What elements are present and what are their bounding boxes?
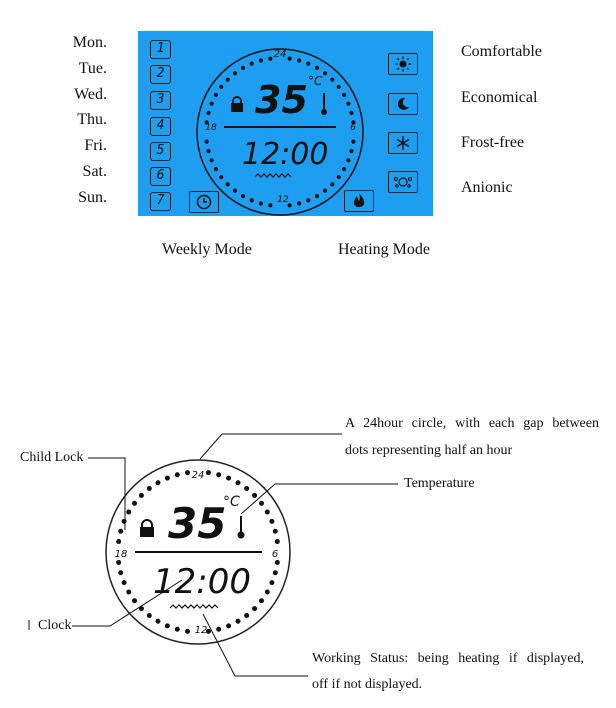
- day-label-sat: Sat.: [82, 163, 107, 180]
- day-box-5: 5: [150, 142, 171, 161]
- annotation-temperature: Temperature: [404, 476, 475, 491]
- dial-dot: [122, 580, 127, 585]
- mode-label-economical: Economical: [461, 89, 538, 106]
- large-dial-label-6: 6: [271, 549, 279, 560]
- annotation-status-line1: Working Status: being heating if displayed,: [312, 651, 584, 666]
- dial-dot: [116, 560, 121, 565]
- dial-dot: [132, 598, 137, 603]
- dial-dot: [165, 476, 170, 481]
- large-temperature-value: 35: [168, 499, 227, 548]
- large-lock-icon: [140, 520, 154, 537]
- dial-label-18: 18: [205, 123, 217, 133]
- day-label-tue: Tue.: [78, 60, 107, 77]
- dial-label-12: 12: [277, 195, 289, 205]
- weekly-mode-caption: Weekly Mode: [162, 241, 252, 258]
- day-label-wed: Wed.: [74, 86, 107, 103]
- temperature-value: 35: [255, 78, 308, 122]
- dial-dot: [269, 519, 274, 524]
- day-box-6: 6: [150, 167, 171, 186]
- dial-dot: [126, 510, 131, 515]
- dial-dot: [116, 539, 121, 544]
- day-label-fri: Fri.: [84, 137, 107, 154]
- heating-mode-caption: Heating Mode: [338, 241, 430, 258]
- dial-dot: [244, 486, 249, 491]
- dial-dot: [156, 480, 161, 485]
- dial-label-6: 6: [350, 123, 356, 133]
- annotation-child-lock: Child Lock: [20, 450, 84, 465]
- large-dial-label-24: 24: [191, 470, 205, 481]
- dial-dot: [259, 598, 264, 603]
- day-label-sun: Sun.: [78, 189, 107, 206]
- mode-label-comfortable: Comfortable: [461, 43, 542, 60]
- day-label-thu: Thu.: [77, 111, 107, 128]
- annotation-clock: Clock: [38, 618, 72, 633]
- dial-dot: [236, 619, 241, 624]
- dial-dot: [275, 539, 280, 544]
- dial-dot: [226, 623, 231, 628]
- dial-dot: [216, 627, 221, 632]
- large-thermometer-icon: [238, 516, 245, 539]
- day-box-3: 3: [150, 91, 171, 110]
- large-clock-time: 12:00: [153, 562, 251, 602]
- dial-dot: [147, 486, 152, 491]
- dial-label-24: 24: [273, 49, 287, 60]
- dial-dot: [122, 519, 127, 524]
- large-dial-label-18: 18: [114, 549, 128, 560]
- leader-child-lock: [88, 458, 125, 530]
- dial-dot: [252, 606, 257, 611]
- dial-dot: [175, 472, 180, 477]
- dial-dot: [175, 627, 180, 632]
- dial-dot: [226, 476, 231, 481]
- dial-dot: [185, 470, 190, 475]
- dial-dot: [265, 590, 270, 595]
- dial-dot: [273, 529, 278, 534]
- temperature-unit: °C: [308, 74, 323, 88]
- large-temperature-unit: °C: [223, 494, 240, 510]
- dial-dot: [265, 510, 270, 515]
- large-heating-status-icon: [170, 605, 218, 608]
- dial-dot: [165, 623, 170, 628]
- day-box-7: 7: [150, 192, 171, 211]
- day-box-4: 4: [150, 117, 171, 136]
- dial-dot: [244, 613, 249, 618]
- dial-dot: [259, 501, 264, 506]
- dial-dot: [216, 472, 221, 477]
- annotation-circle-line1: A 24hour circle, with each gap between: [345, 416, 599, 431]
- dial-dot: [118, 529, 123, 534]
- dial-dot: [118, 570, 123, 575]
- dial-dot: [275, 560, 280, 565]
- dial-dot: [147, 613, 152, 618]
- dial-dot: [252, 493, 257, 498]
- dial-dot: [126, 590, 131, 595]
- dial-dot: [269, 580, 274, 585]
- dial-dot: [236, 480, 241, 485]
- annotation-circle-line2: dots representing half an hour: [345, 443, 513, 458]
- dial-dot: [206, 470, 211, 475]
- day-label-mon: Mon.: [72, 34, 107, 51]
- dial-dot: [156, 619, 161, 624]
- dial-dot: [139, 493, 144, 498]
- mode-label-anionic: Anionic: [461, 179, 513, 196]
- annotation-status-line2: off if not displayed.: [312, 677, 423, 692]
- mode-label-frost-free: Frost-free: [461, 134, 525, 151]
- dial-dot: [273, 570, 278, 575]
- dial-dot: [185, 629, 190, 634]
- clock-time: 12:00: [242, 137, 329, 172]
- day-box-1: 1: [150, 40, 171, 59]
- day-box-2: 2: [150, 65, 171, 84]
- leader-circle: [200, 434, 342, 459]
- dial-dot: [132, 501, 137, 506]
- large-dial-label-12: 12: [194, 625, 208, 636]
